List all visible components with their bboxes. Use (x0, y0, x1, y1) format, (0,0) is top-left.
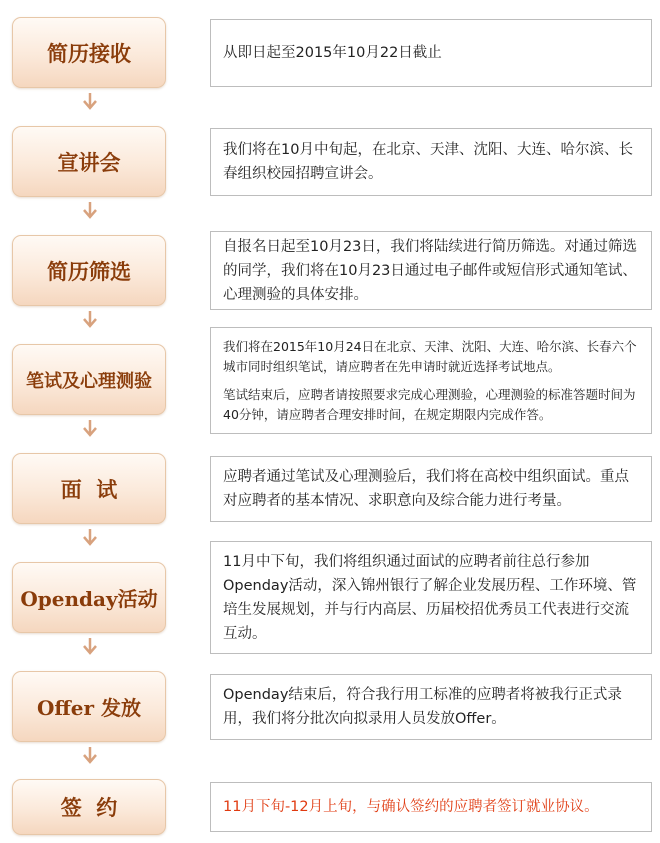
chevron-down-icon (80, 201, 100, 221)
step-description-resume-receipt (210, 19, 652, 87)
chevron-down-icon (80, 637, 100, 657)
step-label: 简历接收 (47, 40, 131, 66)
step-button-resume-screening[interactable] (12, 235, 166, 306)
step-label: 简历筛选 (47, 258, 131, 284)
step-button-info-session[interactable] (12, 126, 166, 197)
chevron-down-icon (80, 310, 100, 330)
step-label: 宣讲会 (57, 149, 121, 175)
step-description-info-session (210, 128, 652, 196)
chevron-down-icon (80, 528, 100, 548)
step-button-openday[interactable] (12, 562, 166, 633)
step-label: 签 约 (60, 795, 118, 820)
step-text: 自报名日起至10月23日，我们将陆续进行简历筛选。对通过筛选的同学，我们将在10月23日通过电子邮件或短信形式通知笔试、心理测验的具体安排。 (223, 238, 637, 303)
step-text: 11月下旬-12月上旬，与确认签约的应聘者签订就业协议。 (223, 799, 599, 815)
step-button-offer[interactable] (12, 671, 166, 742)
step-description-resume-screening (210, 231, 652, 310)
step-text: 我们将在10月中旬起，在北京、天津、沈阳、大连、哈尔滨、长春组织校园招聘宣讲会。 (223, 142, 633, 182)
step-text: 11月中下旬，我们将组织通过面试的应聘者前往总行参加Openday活动，深入锦州银行了解企业发展历程、工作环境、管培生发展规划，并与行内高层、历届校招优秀员工代表进行交流互动。 (223, 553, 637, 642)
step-label: 笔试及心理测验 (26, 370, 152, 392)
step-description-signing (210, 782, 652, 832)
step-label: Openday活动 (20, 587, 158, 611)
step-text: 应聘者通过笔试及心理测验后，我们将在高校中组织面试。重点对应聘者的基本情况、求职意向及综合能力进行考量。 (223, 469, 629, 509)
step-label: 面 试 (60, 476, 118, 502)
step-description-written-test (210, 327, 652, 434)
step-button-signing[interactable] (12, 779, 166, 835)
step-button-interview[interactable] (12, 453, 166, 524)
step-button-written-test[interactable] (12, 344, 166, 415)
step-text: 我们将在2015年10月24日在北京、天津、沈阳、大连、哈尔滨、长春六个城市同时组织笔试，请应聘者在先申请时就近选择考试地点。 (223, 338, 637, 374)
chevron-down-icon (80, 746, 100, 766)
chevron-down-icon (80, 419, 100, 439)
step-text: Openday结束后，符合我行用工标准的应聘者将被我行正式录用，我们将分批次向拟录用人员发放Offer。 (223, 687, 622, 727)
step-description-openday (210, 541, 652, 654)
step-label: Offer 发放 (36, 696, 142, 720)
step-text: 笔试结束后，应聘者请按照要求完成心理测验，心理测验的标准答题时间为40分钟，请应聘者合理安排时间，在规定期限内完成作答。 (223, 386, 636, 422)
step-description-offer (210, 674, 652, 740)
step-button-resume-receipt[interactable] (12, 17, 166, 88)
step-description-interview (210, 456, 652, 522)
step-text: 从即日起至2015年10月22日截止 (223, 45, 442, 61)
chevron-down-icon (80, 92, 100, 112)
